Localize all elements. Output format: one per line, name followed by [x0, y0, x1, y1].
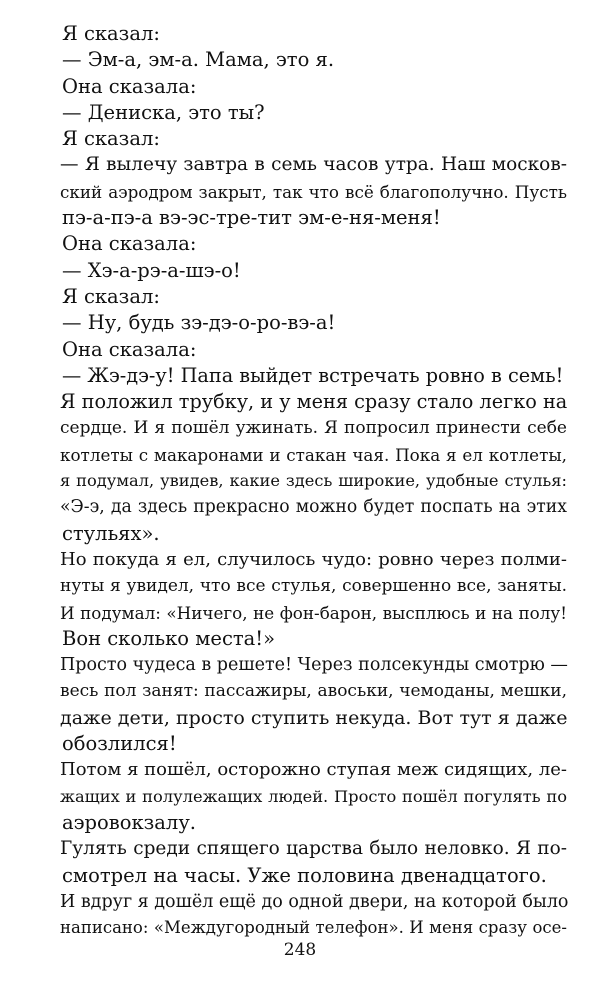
text-line: Гулять среди спящего царства было неловко. Я по-	[60, 838, 567, 860]
text-line: пэ-а-пэ-а вэ-эс-тре-тит эм-е-ня-меня!	[62, 206, 441, 230]
text-line: — Эм-а, эм-а. Мама, это я.	[62, 48, 335, 72]
text-line: Я сказал:	[62, 284, 160, 308]
text-line: ский аэродром закрыт, так что всё благополучно. Пусть	[60, 181, 567, 202]
text-line: Она сказала:	[62, 337, 197, 361]
text-line: И вдруг я дошёл ещё до одной двери, на которой было	[60, 891, 569, 912]
text-line: Она сказала:	[62, 74, 197, 98]
text-line: — Ну, будь зэ-дэ-о-ро-вэ-а!	[62, 311, 336, 335]
text-line: — Дениска, это ты?	[62, 100, 265, 124]
text-line: нуты я увидел, что все стулья, совершенно все, заняты.	[60, 576, 567, 597]
text-line: Я сказал:	[62, 22, 160, 45]
text-line: написано: «Междугородный телефон». И меня сразу осе-	[60, 918, 567, 938]
text-line: обозлился!	[62, 732, 177, 756]
text-line: стульях».	[62, 521, 160, 545]
text-line: аэровокзалу.	[62, 810, 196, 834]
text-line: весь пол занят: пассажиры, авоськи, чемоданы, мешки,	[60, 681, 567, 702]
text-line: сердце. И я пошёл ужинать. Я попросил принести себе	[60, 418, 567, 439]
text-line: Я сказал:	[62, 127, 160, 151]
text-line: — Жэ-дэ-у! Папа выйдет встречать ровно в семь!	[62, 363, 564, 387]
text-line: Просто чудеса в решете! Через полсекунды смотрю —	[60, 655, 568, 676]
text-line: — Я вылечу завтра в семь часов утра. Наш москов-	[60, 154, 567, 176]
text-line: я подумал, увидев, какие здесь широкие, удобные стулья:	[60, 471, 567, 491]
text-line: Вон сколько места!»	[62, 626, 276, 650]
text-line: даже дети, просто ступить некуда. Вот тут я даже	[60, 706, 568, 729]
text-line: «Э-э, да здесь прекрасно можно будет поспать на этих	[60, 497, 567, 518]
text-line: жащих и полулежащих людей. Просто пошёл погулять по	[60, 786, 567, 806]
text-line: смотрел на часы. Уже половина двенадцатого.	[62, 863, 547, 887]
page-number: 248	[283, 940, 317, 960]
page-text	[60, 21, 567, 941]
text-line: Она сказала:	[62, 232, 197, 256]
text-line: Я положил трубку, и у меня сразу стало легко на	[60, 390, 568, 414]
text-line: Но покуда я ел, случилось чудо: ровно через полми-	[60, 548, 567, 570]
text-line: Потом я пошёл, осторожно ступая меж сидящих, ле-	[60, 759, 567, 781]
text-line: — Хэ-а-рэ-а-шэ-о!	[62, 258, 241, 282]
text-line: котлеты с макаронами и стакан чая. Пока я ел котлеты,	[60, 444, 567, 465]
text-line: И подумал: «Ничего, не фон-барон, высплюсь и на полу!	[60, 602, 567, 623]
